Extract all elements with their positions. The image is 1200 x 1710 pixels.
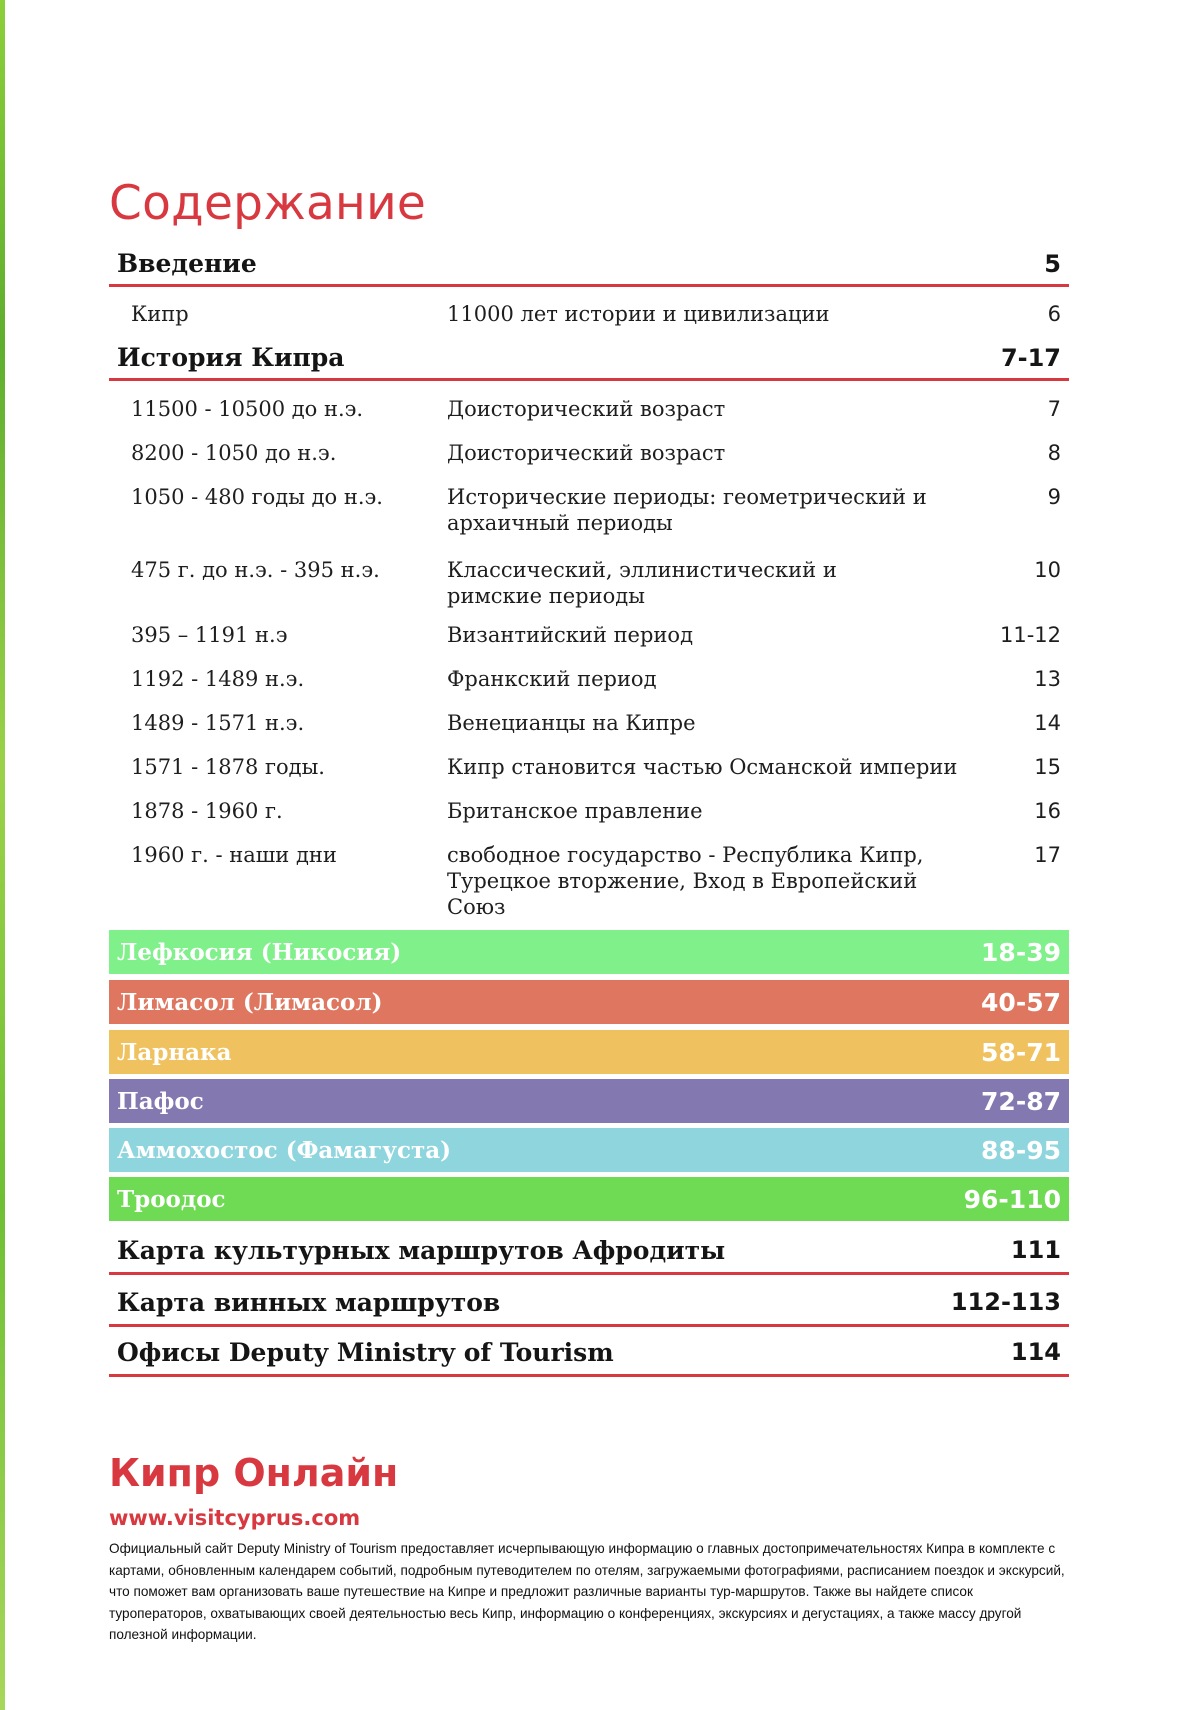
item-description: Франкский период [447,667,657,691]
item-date: 8200 - 1050 до н.э. [131,441,337,465]
toc-item[interactable] [109,557,1069,611]
item-date: 1489 - 1571 н.э. [131,711,305,735]
toc-section-aphrodite-map[interactable] [109,1228,1069,1275]
region-label: Аммохостос (Фамагуста) [117,1136,452,1164]
item-description: Византийский период [447,623,694,647]
item-description: Венецианцы на Кипре [447,711,696,735]
toc-region-troodos[interactable] [109,1177,1069,1221]
item-description: Кипр становится частью Османской империи [447,755,958,779]
website-link[interactable]: www.visitcyprus.com [109,1506,361,1530]
toc-section-intro[interactable] [109,243,1069,287]
item-page: 14 [1034,711,1061,735]
region-label: Лимасол (Лимасол) [117,988,383,1016]
toc-section-offices[interactable] [109,1330,1069,1377]
toc-item[interactable] [109,710,1069,738]
section-page: 114 [1010,1338,1061,1366]
section-page: 7-17 [1000,343,1061,372]
item-description: свободное государство - Республика Кипр, Турецкое вторжение, Вход в Европейский Союз [447,843,924,919]
item-description: Исторические периоды: геометрический и архаичный периоды [447,485,927,535]
region-page: 96-110 [963,1184,1061,1214]
toc-item[interactable] [109,396,1069,424]
item-page: 11-12 [999,623,1061,647]
item-page: 15 [1034,755,1061,779]
item-page: 6 [1047,302,1061,326]
section-page: 112-113 [950,1288,1061,1316]
item-page: 10 [1034,558,1061,582]
toc-item[interactable] [109,440,1069,468]
item-date: 1050 - 480 годы до н.э. [131,485,383,509]
item-page: 16 [1034,799,1061,823]
item-date: 1878 - 1960 г. [131,799,283,823]
item-date: Кипр [131,302,189,326]
item-page: 9 [1047,485,1061,509]
section-page: 111 [1010,1236,1061,1264]
toc-region-lefkosia[interactable] [109,930,1069,974]
section-page: 5 [1044,249,1061,278]
toc-region-paphos[interactable] [109,1079,1069,1123]
item-page: 13 [1034,667,1061,691]
item-description: Британское правление [447,799,703,823]
section-label: Карта культурных маршрутов Афродиты [117,1235,726,1265]
toc-title: Содержание [109,176,427,231]
item-page: 17 [1034,843,1061,867]
region-page: 88-95 [981,1135,1061,1165]
region-page: 18-39 [981,937,1061,967]
toc-item[interactable] [109,798,1069,826]
toc-region-limassol[interactable] [109,980,1069,1024]
toc-item[interactable] [109,301,1069,329]
online-title: Кипр Онлайн [109,1451,399,1495]
toc-section-history[interactable] [109,337,1069,381]
item-page: 7 [1047,397,1061,421]
toc-item[interactable] [109,622,1069,650]
region-label: Троодос [117,1185,226,1213]
region-label: Лефкосия (Никосия) [117,938,402,966]
toc-section-wine-map[interactable] [109,1280,1069,1327]
item-date: 1571 - 1878 годы. [131,755,325,779]
item-description: Классический, эллинистический и римские периоды [447,558,837,608]
item-date: 1960 г. - наши дни [131,843,337,867]
region-label: Ларнака [117,1038,232,1066]
section-label: Введение [117,249,257,278]
toc-item[interactable] [109,754,1069,782]
section-label: Офисы Deputy Ministry of Tourism [117,1337,614,1367]
item-page: 8 [1047,441,1061,465]
toc-region-larnaca[interactable] [109,1030,1069,1074]
toc-item[interactable] [109,842,1069,922]
section-label: Карта винных маршрутов [117,1287,501,1317]
left-edge-stripe [0,0,5,1710]
region-page: 40-57 [981,987,1061,1017]
item-date: 475 г. до н.э. - 395 н.э. [131,558,380,582]
toc-region-famagusta[interactable] [109,1128,1069,1172]
region-page: 58-71 [981,1037,1061,1067]
toc-item[interactable] [109,484,1069,538]
item-description: Доисторический возраст [447,397,726,421]
section-label: История Кипра [117,343,345,372]
region-page: 72-87 [981,1086,1061,1116]
item-description: 11000 лет истории и цивилизации [447,302,830,326]
region-label: Пафос [117,1087,204,1115]
item-date: 1192 - 1489 н.э. [131,667,305,691]
item-date: 11500 - 10500 до н.э. [131,397,364,421]
toc-item[interactable] [109,666,1069,694]
online-description: Официальный сайт Deputy Ministry of Tourism предоставляет исчерпывающую информацию о главных достопримечательностях Кипра в комплекте с картами, обновленным календарем событий, подробным путеводителем по отелям, загружаемыми фотографиями, расписанием поездок и экскурсий, что поможет вам организовать ваше путешествие на Кипре и предложит различные варианты тур-маршрутов. Также вы найдете список туроператоров, охватывающих своей деятельностью весь Кипр, информацию о конференциях, экскурсиях и дегустациях, а также массу другой полезной информации. [109,1541,1065,1642]
item-date: 395 – 1191 н.э [131,623,288,647]
item-description: Доисторический возраст [447,441,726,465]
